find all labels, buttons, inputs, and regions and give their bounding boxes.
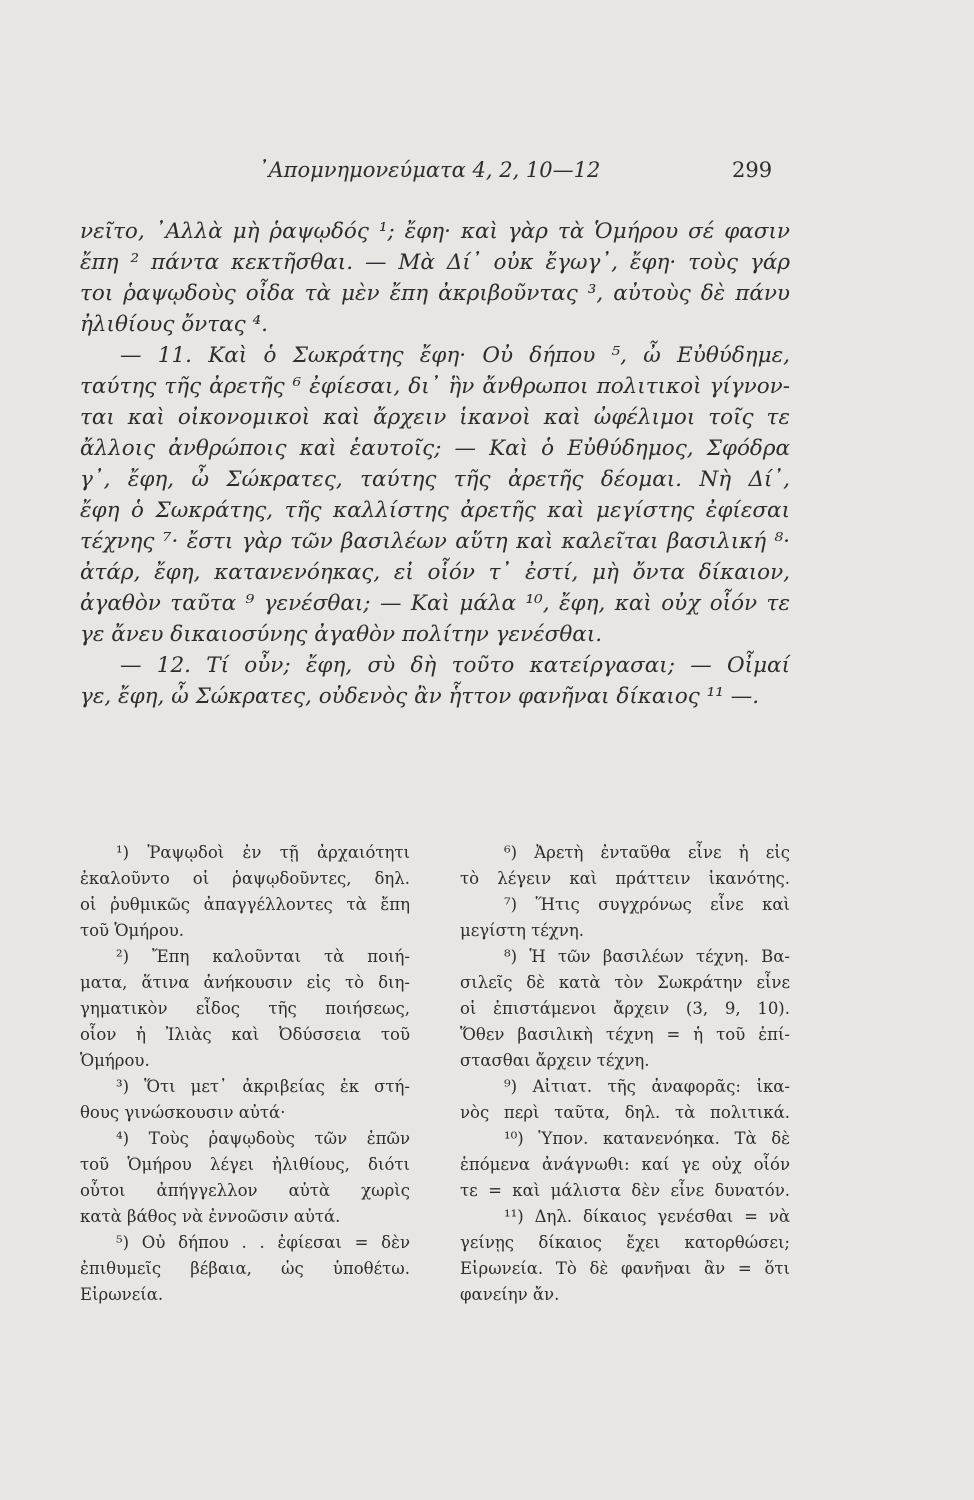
footnote-line: οὗτοι ἀπήγγελλον αὐτὰ χωρὶς (80, 1181, 410, 1200)
footnotes-left-column (80, 840, 410, 1308)
footnote-line: ἑπόμενα ἀνάγνωθι: καί γε οὐχ οἷόν (460, 1155, 790, 1174)
footnote-line: ³) Ὅτι μετ᾿ ἀκριβείας ἐκ στή- (116, 1077, 410, 1096)
footnote-line: οἷον ἡ Ἰλιὰς καὶ Ὀδύσσεια τοῦ (80, 1025, 410, 1044)
footnote-line: ⁶) Ἀρετὴ ἐνταῦθα εἶνε ἡ εἰς (504, 843, 790, 862)
footnote-line: νὸς περὶ ταῦτα, δηλ. τὰ πολιτικά. (460, 1103, 790, 1122)
text-line: τοι ῥαψῳδοὺς οἶδα τὰ μὲν ἔπη ἀκριβοῦντας ³, αὐτοὺς δὲ πάνυ (80, 281, 790, 306)
footnote-line: ⁹) Αἰτιατ. τῆς ἀναφορᾶς: ἱκα- (504, 1077, 790, 1096)
page-number: 299 (732, 158, 773, 182)
footnote-line: γείνῃς δίκαιος ἔχει κατορθώσει; (460, 1233, 790, 1252)
text-line: γε ἄνευ δικαιοσύνης ἀγαθὸν πολίτην γενέσθαι. (80, 622, 603, 647)
text-line: γ᾿, ἔφη, ὦ Σώκρατες, ταύτης τῆς ἀρετῆς δέομαι. Νὴ Δί᾿, (80, 467, 790, 492)
footnote-line: ²) Ἔπη καλοῦνται τὰ ποιή- (116, 947, 410, 966)
footnote-line: ⁷) Ἥτις συγχρόνως εἶνε καὶ (504, 895, 790, 914)
text-line: — 11. Καὶ ὁ Σωκράτης ἔφη· Οὐ δήπου ⁵, ὦ Εὐθύδημε, (120, 343, 790, 368)
footnote-line: τε = καὶ μάλιστα δὲν εἶνε δυνατόν. (460, 1181, 790, 1200)
text-line: ἄλλοις ἀνθρώποις καὶ ἑαυτοῖς; — Καὶ ὁ Εὐθύδημος, Σφόδρα (80, 436, 790, 461)
footnote-line: στασθαι ἄρχειν τέχνη. (460, 1051, 650, 1070)
footnote-line: τοῦ Ὁμήρου. (80, 921, 185, 940)
text-line: ἔφη ὁ Σωκράτης, τῆς καλλίστης ἀρετῆς καὶ μεγίστης ἐφίεσαι (80, 498, 790, 523)
footnote-line: ματα, ἅτινα ἀνήκουσιν εἰς τὸ διη- (80, 973, 410, 992)
footnote-line: ¹¹) Δηλ. δίκαιος γενέσθαι = νὰ (504, 1207, 790, 1226)
footnote-line: ¹⁰) Ὑπον. κατανενόηκα. Τὰ δὲ (504, 1129, 790, 1148)
footnotes-right-column (460, 840, 790, 1308)
text-line: ἠλιθίους ὄντας ⁴. (80, 312, 268, 337)
text-line: νεῖτο, ᾿Αλλὰ μὴ ῥαψῳδός ¹; ἔφη· καὶ γὰρ τὰ Ὁμήρου σέ φασιν (80, 219, 790, 244)
footnote-line: τὸ λέγειν καὶ πράττειν ἱκανότης. (460, 869, 790, 888)
footnote-line: ¹) Ῥαψῳδοὶ ἐν τῇ ἀρχαιότητι (116, 843, 410, 862)
footnote-line: Ὅθεν βασιλικὴ τέχνη = ἡ τοῦ ἐπί- (460, 1025, 790, 1044)
running-head: ᾿Απομνημονεύματα 4, 2, 10—12 (258, 158, 601, 182)
footnotes (80, 840, 790, 1308)
text-line: ταύτης τῆς ἀρετῆς ⁶ ἐφίεσαι, δι᾿ ἣν ἄνθρωποι πολιτικοὶ γίγνον- (80, 374, 790, 399)
text-line: — 12. Τί οὖν; ἔφη, σὺ δὴ τοῦτο κατείργασαι; — Οἶμαί (120, 653, 790, 678)
text-line: ται καὶ οἰκονομικοὶ καὶ ἄρχειν ἱκανοὶ καὶ ὠφέλιμοι τοῖς τε (80, 405, 790, 430)
footnote-line: ἐπιθυμεῖς βέβαια, ὡς ὑποθέτω. (80, 1259, 410, 1278)
footnote-line: Ὁμήρου. (80, 1051, 150, 1070)
text-line: ἀγαθὸν ταῦτα ⁹ γενέσθαι; — Καὶ μάλα ¹⁰, ἔφη, καὶ οὐχ οἷόν τε (80, 591, 790, 616)
footnote-line: κατὰ βάθος νὰ ἐννοῶσιν αὐτά. (80, 1207, 341, 1226)
footnote-line: ⁸) Ἡ τῶν βασιλέων τέχνη. Βα- (504, 947, 790, 966)
footnote-line: σιλεῖς δὲ κατὰ τὸν Σωκράτην εἶνε (460, 973, 790, 992)
text-line: τέχνης ⁷· ἔστι γὰρ τῶν βασιλέων αὕτη καὶ καλεῖται βασιλική ⁸· (80, 529, 790, 554)
footnote-line: φανείην ἄν. (460, 1285, 560, 1304)
text-line: γε, ἔφη, ὦ Σώκρατες, οὐδενὸς ἂν ἧττον φανῆναι δίκαιος ¹¹ —. (80, 684, 760, 709)
footnote-line: ἐκαλοῦντο οἱ ῥαψῳδοῦντες, δηλ. (80, 869, 410, 888)
footnote-line: Εἰρωνεία. (80, 1285, 164, 1304)
footnote-line: ⁵) Οὐ δήπου . . ἐφίεσαι = δὲν (116, 1233, 410, 1252)
main-text (80, 216, 790, 712)
text-line: ἔπη ² πάντα κεκτῆσθαι. — Μὰ Δί᾿ οὐκ ἔγωγ᾿, ἔφη· τοὺς γάρ (80, 250, 790, 275)
footnote-line: ⁴) Τοὺς ῥαψῳδοὺς τῶν ἐπῶν (116, 1129, 410, 1148)
footnote-line: οἱ ἐπιστάμενοι ἄρχειν (3, 9, 10). (460, 999, 790, 1018)
footnote-line: μεγίστη τέχνη. (460, 921, 584, 940)
footnote-line: Εἰρωνεία. Τὸ δὲ φανῆναι ἂν = ὅτι (460, 1259, 790, 1278)
footnote-line: γηματικὸν εἶδος τῆς ποιήσεως, (80, 999, 410, 1018)
footnote-line: οἱ ῥυθμικῶς ἀπαγγέλλοντες τὰ ἔπη (80, 895, 410, 914)
footnote-line: θους γινώσκουσιν αὐτά· (80, 1103, 286, 1122)
footnote-line: τοῦ Ὁμήρου λέγει ἠλιθίους, διότι (80, 1155, 410, 1174)
text-line: ἀτάρ, ἔφη, κατανενόηκας, εἰ οἷόν τ᾿ ἐστί, μὴ ὄντα δίκαιον, (80, 560, 790, 585)
